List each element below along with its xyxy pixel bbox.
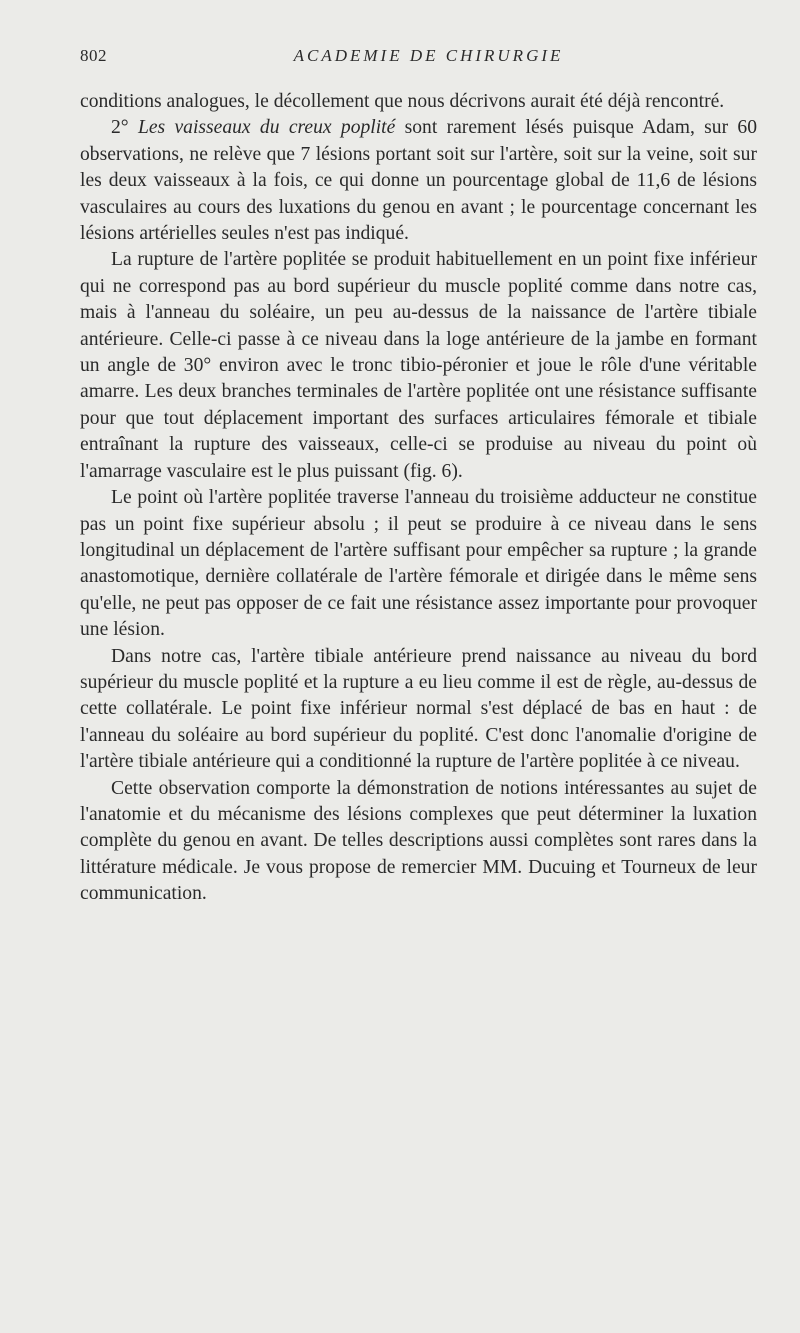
paragraph-text: sont rarement lésés puisque Adam, sur 60 observations, ne relève que 7 lésions portant soit sur l'artère, soit sur la veine, soit sur les deux vaisseaux à la fois, ce qui donne un pourcentage global de 11,6 de lésions vasculaires au cours des luxations du genou en avant ; le pourcentage concernant les lésions artérielles seules n'est pas indiqué. [80, 117, 757, 245]
paragraph-continuation: conditions analogues, le décollement que nous décrivons aurait été déjà rencontré. [80, 91, 725, 112]
paragraph-vaisseaux [80, 115, 757, 247]
paragraph-conclusion: Cette observation comporte la démonstration de notions intéressantes au sujet de l'anatomie et du mécanisme des lésions complexes que peut déterminer la luxation complète du genou en avant. De telles descriptions aussi complètes sont rares dans la littérature médicale. Je vous propose de remercier MM. Ducuing et Tourneux de leur communication. [80, 777, 757, 905]
paragraph-adducteur: Le point où l'artère poplitée traverse l'anneau du troisième adducteur ne constitue pas un point fixe supérieur absolu ; il peut se produire à ce niveau dans le sens longitudinal un déplacement de l'artère suffisant pour empêcher sa rupture ; la grande anastomotique, dernière collatérale de l'artère fémorale et dirigée dans le même sens qu'elle, ne peut pas opposer de ce fait une résistance assez importante pour provoquer une lésion. [80, 487, 757, 641]
paragraph-notre-cas: Dans notre cas, l'artère tibiale antérieure prend naissance au niveau du bord supérieur du muscle poplité et la rupture a eu lieu comme il est de règle, au-dessus de cette collatérale. Le point fixe inférieur normal s'est déplacé de bas en haut : de l'anneau du soléaire au bord supérieur du poplité. C'est donc l'anomalie d'origine de l'artère tibiale antérieure qui a conditionné la rupture de l'artère poplitée à ce niveau. [80, 645, 757, 773]
section-number: 2° [111, 117, 138, 139]
journal-title: ACADEMIE DE CHIRURGIE [293, 46, 564, 65]
page-number: 802 [80, 46, 107, 65]
body-text [80, 89, 757, 908]
section-heading-italic: Les vaisseaux du creux poplité [137, 117, 396, 139]
running-head [80, 46, 757, 70]
paragraph-rupture: La rupture de l'artère poplitée se produit habituellement en un point fixe inférieur qui ne correspond pas au bord supérieur du muscle poplité comme dans notre cas, mais à l'anneau du soléaire, un peu au-dessus de la naissance de l'artère tibiale antérieure. Celle-ci passe à ce niveau dans la loge antérieure de la jambe en formant un angle de 30° environ avec le tronc tibio-péronier et joue le rôle d'une véritable amarre. Les deux branches terminales de l'artère poplitée ont une résistance suffisante pour que tout déplacement important des surfaces articulaires fémorale et tibiale entraînant la rupture des vaisseaux, celle-ci se produise au niveau du point où l'amarrage vasculaire est le plus puissant (fig. 6). [80, 249, 757, 482]
